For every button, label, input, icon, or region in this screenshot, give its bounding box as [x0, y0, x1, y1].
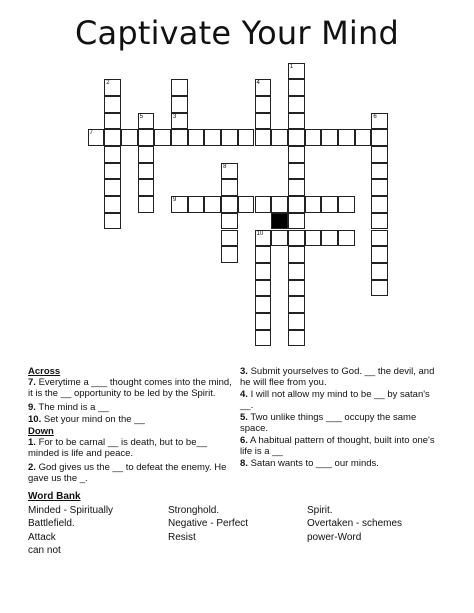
grid-cell[interactable] [371, 179, 388, 196]
grid-cell[interactable] [104, 163, 121, 180]
grid-cell[interactable] [288, 246, 305, 263]
grid-cell[interactable] [371, 146, 388, 163]
word-bank-item: Battlefield. [28, 518, 75, 530]
grid-cell[interactable] [371, 263, 388, 280]
clues-right [240, 366, 440, 469]
grid-cell[interactable] [338, 230, 355, 247]
grid-cell[interactable] [171, 79, 188, 96]
clue-down-3: 3. Submit yourselves to God. __ the devil, and he will flee from you. [240, 366, 435, 388]
grid-cell[interactable] [104, 96, 121, 113]
clue-across-9: 9. The mind is a __ [28, 402, 109, 413]
grid-cell[interactable] [288, 79, 305, 96]
grid-cell[interactable] [255, 113, 272, 130]
grid-cell[interactable] [288, 129, 305, 146]
grid-cell[interactable] [238, 196, 255, 213]
grid-cell[interactable] [221, 129, 238, 146]
grid-cell[interactable] [371, 163, 388, 180]
grid-cell[interactable] [288, 263, 305, 280]
grid-cell[interactable] [371, 280, 388, 297]
grid-cell[interactable] [338, 196, 355, 213]
grid-cell[interactable] [104, 146, 121, 163]
grid-cell[interactable] [255, 196, 272, 213]
word-bank-item: Resist [168, 531, 196, 543]
word-bank-heading: Word Bank [28, 491, 81, 502]
clue-down-5: 5. Two unlike things ___ occupy the same space. [240, 412, 417, 434]
grid-cell[interactable] [321, 230, 338, 247]
clue-down-2: 2. God gives us the __ to defeat the enemy. He gave us the _. [28, 462, 227, 484]
grid-cell[interactable] [221, 213, 238, 230]
grid-cell[interactable] [371, 196, 388, 213]
grid-cell[interactable] [271, 196, 288, 213]
grid-cell[interactable] [221, 230, 238, 247]
grid-cell[interactable] [188, 129, 205, 146]
grid-cell[interactable] [305, 230, 322, 247]
word-bank-item: Attack [28, 531, 56, 543]
grid-cell[interactable] [371, 230, 388, 247]
clue-down-8: 8. Satan wants to ___ our minds. [240, 458, 379, 469]
grid-cell[interactable] [138, 146, 155, 163]
word-bank-col-3 [307, 504, 402, 544]
grid-cell[interactable] [321, 129, 338, 146]
clue-number-label: 7 [89, 130, 93, 137]
grid-cell[interactable] [371, 213, 388, 230]
grid-cell[interactable] [288, 213, 305, 230]
clues-left [28, 366, 232, 484]
grid-cell[interactable] [271, 230, 288, 247]
grid-cell[interactable] [288, 179, 305, 196]
grid-cell[interactable] [255, 246, 272, 263]
grid-cell[interactable] [288, 163, 305, 180]
clue-number-label: 10 [256, 230, 264, 237]
grid-cell[interactable] [171, 96, 188, 113]
grid-cell-blocked [271, 213, 288, 230]
word-bank-col-1 [28, 504, 113, 557]
grid-cell[interactable] [288, 196, 305, 213]
grid-cell[interactable] [104, 213, 121, 230]
clue-number-label: 3 [173, 113, 177, 120]
grid-cell[interactable] [288, 96, 305, 113]
word-bank-item: Minded - Spiritually [28, 505, 114, 516]
clue-number-label: 9 [173, 197, 177, 204]
clue-across-7: 7. Everytime a ___ thought comes into the mind, it is the __ opportunity to be led by the Spirit. [28, 377, 232, 399]
clue-across-10: 10. Set your mind on the __ [28, 414, 145, 425]
grid-cell[interactable] [138, 163, 155, 180]
grid-cell[interactable] [255, 263, 272, 280]
word-bank-item: Overtaken - schemes [307, 518, 403, 530]
clue-number-label: 1 [289, 63, 294, 70]
grid-cell[interactable] [121, 129, 138, 146]
grid-cell[interactable] [255, 280, 272, 297]
grid-cell[interactable] [321, 196, 338, 213]
grid-cell[interactable] [255, 129, 272, 146]
grid-cell[interactable] [288, 296, 305, 313]
across-heading: Across [28, 366, 61, 377]
grid-cell[interactable] [288, 280, 305, 297]
grid-cell[interactable] [138, 129, 155, 146]
clue-down-4: 4. I will not allow my mind to be __ by satan's __. [240, 389, 430, 411]
grid-cell[interactable] [138, 179, 155, 196]
clue-number-label: 2 [106, 80, 110, 87]
grid-cell[interactable] [288, 330, 305, 347]
puzzle-title: Captivate Your Mind [74, 14, 400, 52]
grid-cell[interactable] [221, 196, 238, 213]
grid-cell[interactable] [288, 146, 305, 163]
grid-cell[interactable] [188, 196, 205, 213]
grid-cell[interactable] [338, 129, 355, 146]
clue-number-label: 6 [373, 113, 377, 120]
grid-cell[interactable] [204, 129, 221, 146]
grid-cell[interactable] [305, 129, 322, 146]
clue-number-label: 8 [223, 163, 227, 170]
clue-down-1: 1. For to be carnal __ is death, but to be__ minded is life and peace. [28, 437, 208, 459]
grid-cell[interactable] [255, 313, 272, 330]
grid-cell[interactable] [288, 113, 305, 130]
grid-cell[interactable] [255, 330, 272, 347]
grid-cell[interactable] [305, 196, 322, 213]
grid-cell[interactable] [204, 196, 221, 213]
word-bank-item: can not [28, 544, 61, 556]
word-bank-item: Spirit. [307, 505, 333, 516]
grid-cell[interactable] [355, 129, 372, 146]
grid-cell[interactable] [255, 296, 272, 313]
word-bank-item: Negative - Perfect [168, 518, 249, 530]
grid-cell[interactable] [371, 246, 388, 263]
grid-cell[interactable] [171, 129, 188, 146]
grid-cell[interactable] [255, 96, 272, 113]
grid-cell[interactable] [104, 179, 121, 196]
grid-cell[interactable] [138, 196, 155, 213]
clue-number-label: 5 [139, 113, 143, 120]
word-bank-item: power-Word [307, 531, 362, 543]
clue-number-label: 4 [256, 80, 260, 87]
grid-cell[interactable] [104, 113, 121, 130]
word-bank-col-2 [168, 504, 248, 544]
grid-cell[interactable] [221, 179, 238, 196]
down-heading: Down [28, 426, 54, 437]
grid-cell[interactable] [371, 129, 388, 146]
grid-cell[interactable] [154, 129, 171, 146]
grid-cell[interactable] [104, 196, 121, 213]
grid-cell[interactable] [104, 129, 121, 146]
grid-cell[interactable] [221, 246, 238, 263]
clue-down-6: 6. A habitual pattern of thought, built into one's life is a __ [240, 435, 435, 457]
word-bank-item: Stronghold. [168, 505, 220, 516]
grid-cell[interactable] [271, 129, 288, 146]
grid-cell[interactable] [288, 313, 305, 330]
grid-cell[interactable] [238, 129, 255, 146]
grid-cell[interactable] [288, 230, 305, 247]
